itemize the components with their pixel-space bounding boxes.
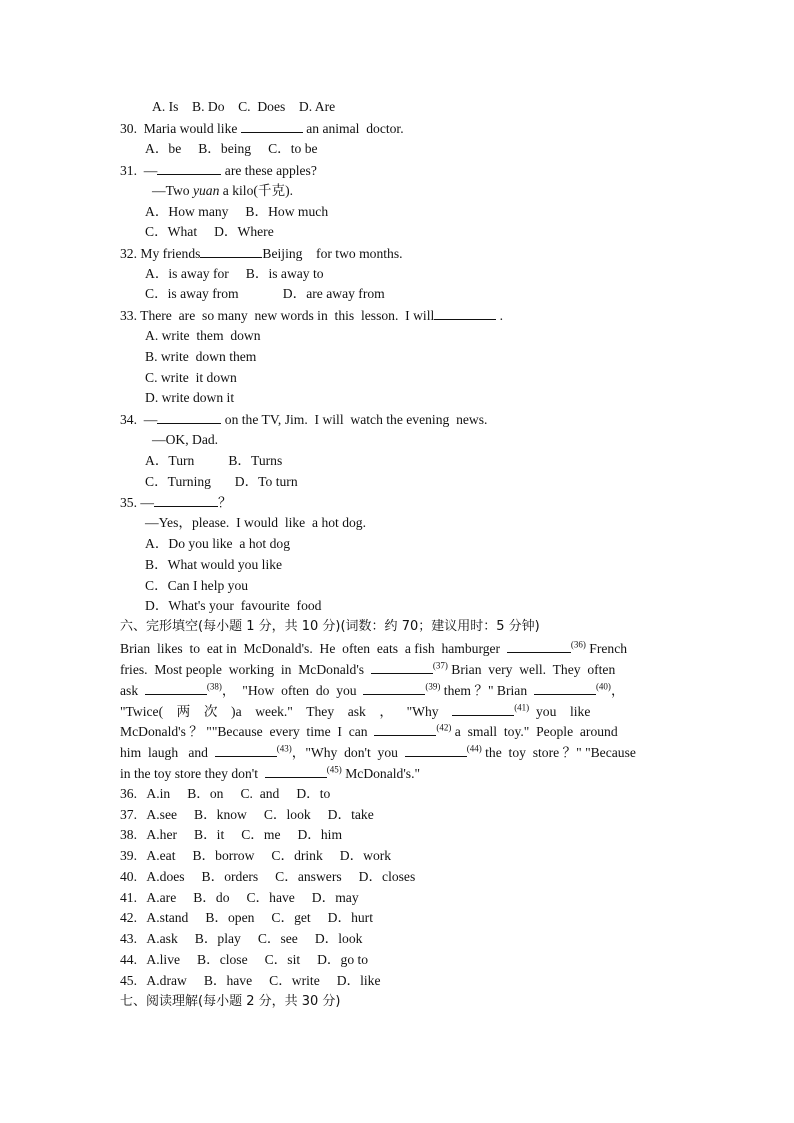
- passage-text: the toy store ？" "Because: [481, 745, 636, 760]
- q34-answer: —OK, Dad.: [152, 432, 219, 447]
- section-6-title: 六、完形填空(每小题 1 分，共 10 分)(词数：约 70；建议用时：5 分钟): [120, 619, 540, 634]
- cloze-option-38: 38. A.her B．it C．me D．him: [120, 827, 343, 842]
- q32-text-pre: 32. My friends: [120, 246, 201, 261]
- section-7-title: 七、阅读理解(每小题 2 分，共 30 分): [120, 994, 341, 1009]
- q33-option-a: A. write them down: [145, 328, 261, 343]
- q30-stem: [120, 118, 794, 139]
- q35-stem: [120, 492, 794, 513]
- passage-text: "Twice( 两 次 )a week." They ask ， "Why: [120, 704, 453, 719]
- q34-options-1: A．Turn B．Turns: [145, 453, 283, 468]
- q31-answer-pre: —Two: [152, 183, 193, 198]
- answer-blank[interactable]: [241, 118, 303, 133]
- passage-line-5: [120, 721, 794, 742]
- passage-line-1: [120, 638, 794, 659]
- q35-option-b: B．What would you like: [145, 557, 283, 572]
- blank-37[interactable]: [371, 659, 433, 674]
- blank-number: (45): [326, 764, 342, 775]
- passage-text: ，: [610, 683, 625, 698]
- q35-option-a: A．Do you like a hot dog: [145, 536, 290, 551]
- passage-text: ask: [120, 683, 145, 698]
- answer-blank[interactable]: [157, 409, 221, 424]
- q35-answer: —Yes，please. I would like a hot dog.: [145, 515, 367, 530]
- blank-42[interactable]: [374, 721, 436, 736]
- q30-text-pre: 30. Maria would like: [120, 121, 241, 136]
- q33-text-post: .: [496, 308, 504, 323]
- cloze-option-40: 40. A.does B．orders C．answers D．closes: [120, 869, 416, 884]
- passage-text: in the toy store they don't: [120, 766, 265, 781]
- answer-blank[interactable]: [200, 243, 262, 258]
- blank-43[interactable]: [215, 742, 277, 757]
- q32-options-2: C．is away from D．are away from: [145, 286, 385, 301]
- blank-number: (37): [432, 660, 448, 671]
- q31-options-1: A．How many B．How much: [145, 204, 329, 219]
- q31-answer-post: a kilo(千克).: [219, 183, 294, 198]
- q33-option-d: D. write down it: [145, 390, 235, 405]
- blank-number: (39): [425, 681, 441, 692]
- blank-38[interactable]: [145, 680, 207, 695]
- q30-options: A．be B．being C．to be: [145, 141, 318, 156]
- answer-blank[interactable]: [157, 160, 221, 175]
- cloze-option-37: 37. A.see B．know C．look D．take: [120, 807, 374, 822]
- q35-option-c: C．Can I help you: [145, 578, 249, 593]
- q32-text-post: Beijing for two months.: [262, 246, 403, 261]
- q33-option-b: B. write down them: [145, 349, 257, 364]
- q31-text-post: are these apples?: [221, 163, 317, 178]
- cloze-option-42: 42. A.stand B．open C．get D．hurt: [120, 910, 373, 925]
- blank-40[interactable]: [534, 680, 596, 695]
- passage-text: Brian very well. They often: [447, 662, 616, 677]
- blank-number: (44): [466, 743, 482, 754]
- passage-text: ， "How often do you: [221, 683, 364, 698]
- q31-text-pre: 31. —: [120, 163, 158, 178]
- passage-text: McDonald's ？ ""Because every time I can: [120, 724, 375, 739]
- blank-36[interactable]: [507, 638, 571, 653]
- blank-41[interactable]: [452, 701, 514, 716]
- passage-line-6: [120, 742, 794, 763]
- answer-blank[interactable]: [434, 305, 496, 320]
- passage-line-3: [120, 680, 794, 701]
- q31-answer: [152, 181, 794, 201]
- passage-text: him laugh and: [120, 745, 215, 760]
- q34-text-pre: 34. —: [120, 412, 158, 427]
- blank-45[interactable]: [265, 763, 327, 778]
- cloze-option-36: 36. A.in B．on C. and D．to: [120, 786, 331, 801]
- q34-stem: [120, 409, 794, 430]
- blank-39[interactable]: [363, 680, 425, 695]
- q31-options-2: C．What D．Where: [145, 224, 274, 239]
- q30-text-post: an animal doctor.: [302, 121, 404, 136]
- q29-options: A. Is B. Do C. Does D. Are: [152, 99, 336, 114]
- blank-number: (41): [514, 702, 530, 713]
- q33-option-c: C. write it down: [145, 370, 237, 385]
- q33-text-pre: 33. There are so many new words in this lesson. I will: [120, 308, 435, 323]
- blank-number: (36): [570, 639, 586, 650]
- passage-line-2: [120, 659, 794, 680]
- blank-number: (40): [595, 681, 611, 692]
- passage-text: them ？" Brian: [440, 683, 534, 698]
- passage-text: fries. Most people working in McDonald's: [120, 662, 371, 677]
- q34-options-2: C．Turning D．To turn: [145, 474, 298, 489]
- blank-number: (42): [436, 722, 452, 733]
- cloze-option-39: 39. A.eat B．borrow C．drink D．work: [120, 848, 392, 863]
- blank-number: (43): [276, 743, 292, 754]
- passage-text: French: [585, 641, 628, 656]
- passage-text: McDonald's.": [341, 766, 421, 781]
- passage-text: Brian likes to eat in McDonald's. He often eats a fish hamburger: [120, 641, 507, 656]
- cloze-option-45: 45. A.draw B．have C．write D．like: [120, 973, 381, 988]
- passage-text: a small toy." People around: [451, 724, 618, 739]
- blank-number: (38): [206, 681, 222, 692]
- q34-text-post: on the TV, Jim. I will watch the evening news.: [221, 412, 488, 427]
- cloze-option-41: 41. A.are B．do C．have D．may: [120, 890, 359, 905]
- q35-option-d: D．What's your favourite food: [145, 598, 322, 613]
- passage-line-7: [120, 763, 794, 784]
- blank-44[interactable]: [405, 742, 467, 757]
- answer-blank[interactable]: [154, 492, 218, 507]
- q31-stem: [120, 160, 794, 181]
- cloze-option-44: 44. A.live B．close C．sit D．go to: [120, 952, 369, 967]
- q31-answer-italic: yuan: [192, 183, 220, 198]
- cloze-option-43: 43. A.ask B．play C．see D．look: [120, 931, 363, 946]
- q35-text-pre: 35. —: [120, 495, 154, 510]
- q35-text-post: ？: [217, 495, 232, 510]
- passage-text: ，"Why don't you: [291, 745, 405, 760]
- passage-text: you like: [529, 704, 591, 719]
- passage-line-4: [120, 701, 794, 722]
- q33-stem: [120, 305, 794, 326]
- q32-stem: [120, 243, 794, 264]
- q32-options-1: A．is away for B．is away to: [145, 266, 324, 281]
